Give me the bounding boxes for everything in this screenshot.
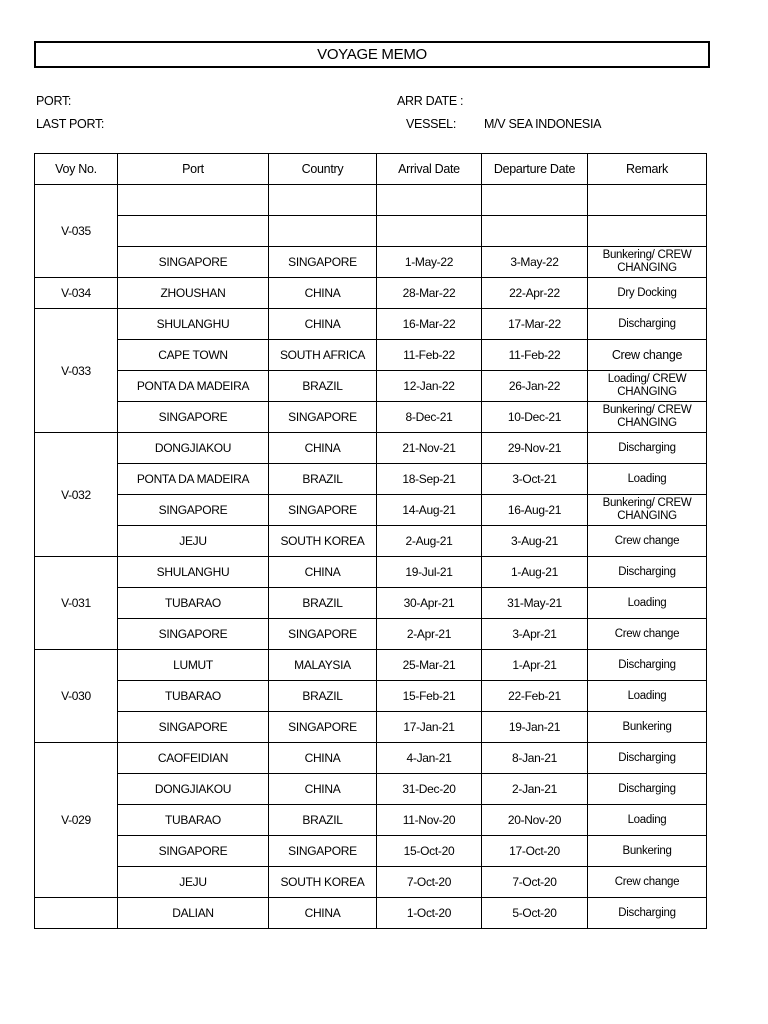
voyage-number-cell: V-034 bbox=[35, 278, 118, 309]
arrival-date-cell: 7-Oct-20 bbox=[377, 867, 482, 898]
port-cell: TUBARAO bbox=[118, 805, 269, 836]
column-header-voy: Voy No. bbox=[35, 154, 118, 185]
port-cell: SINGAPORE bbox=[118, 495, 269, 526]
arrival-date-cell: 21-Nov-21 bbox=[377, 433, 482, 464]
table-row bbox=[35, 340, 707, 371]
arrival-date-cell: 8-Dec-21 bbox=[377, 402, 482, 433]
departure-date-cell: 31-May-21 bbox=[482, 588, 588, 619]
arrival-date-cell: 2-Apr-21 bbox=[377, 619, 482, 650]
departure-date-cell: 17-Oct-20 bbox=[482, 836, 588, 867]
arrival-date-cell: 15-Oct-20 bbox=[377, 836, 482, 867]
remark-cell: Loading bbox=[588, 681, 707, 712]
arrival-date-cell: 4-Jan-21 bbox=[377, 743, 482, 774]
arrival-date-cell: 18-Sep-21 bbox=[377, 464, 482, 495]
departure-date-cell: 3-Apr-21 bbox=[482, 619, 588, 650]
departure-date-cell bbox=[482, 185, 588, 216]
remark-cell: Loading bbox=[588, 464, 707, 495]
voyage-table bbox=[34, 153, 707, 929]
remark-cell: Bunkering bbox=[588, 836, 707, 867]
port-cell: SINGAPORE bbox=[118, 402, 269, 433]
port-cell: TUBARAO bbox=[118, 681, 269, 712]
country-cell: SINGAPORE bbox=[269, 402, 377, 433]
country-cell: CHINA bbox=[269, 743, 377, 774]
departure-date-cell: 11-Feb-22 bbox=[482, 340, 588, 371]
remark-cell: Bunkering bbox=[588, 712, 707, 743]
table-row bbox=[35, 557, 707, 588]
remark-cell bbox=[588, 185, 707, 216]
country-cell: SINGAPORE bbox=[269, 619, 377, 650]
port-cell: PONTA DA MADEIRA bbox=[118, 371, 269, 402]
country-cell: BRAZIL bbox=[269, 464, 377, 495]
table-row bbox=[35, 588, 707, 619]
country-cell: CHINA bbox=[269, 774, 377, 805]
port-cell: DALIAN bbox=[118, 898, 269, 929]
country-cell: BRAZIL bbox=[269, 805, 377, 836]
country-cell bbox=[269, 185, 377, 216]
country-cell: CHINA bbox=[269, 557, 377, 588]
voyage-number-cell bbox=[35, 898, 118, 929]
arrival-date-cell: 28-Mar-22 bbox=[377, 278, 482, 309]
country-cell: BRAZIL bbox=[269, 681, 377, 712]
country-cell: BRAZIL bbox=[269, 588, 377, 619]
port-cell: SINGAPORE bbox=[118, 247, 269, 278]
country-cell: SINGAPORE bbox=[269, 712, 377, 743]
table-row bbox=[35, 371, 707, 402]
remark-cell: Crew change bbox=[588, 340, 707, 371]
column-header-remark: Remark bbox=[588, 154, 707, 185]
departure-date-cell: 7-Oct-20 bbox=[482, 867, 588, 898]
table-row bbox=[35, 774, 707, 805]
country-cell: BRAZIL bbox=[269, 371, 377, 402]
port-cell: CAOFEIDIAN bbox=[118, 743, 269, 774]
voyage-number-cell: V-032 bbox=[35, 433, 118, 557]
table-row bbox=[35, 433, 707, 464]
vessel-label: VESSEL: bbox=[406, 117, 457, 131]
remark-cell: Discharging bbox=[588, 743, 707, 774]
remark-cell: Loading/ CREW CHANGING bbox=[588, 371, 707, 402]
remark-cell: Bunkering/ CREW CHANGING bbox=[588, 402, 707, 433]
country-cell: SINGAPORE bbox=[269, 495, 377, 526]
port-cell: JEJU bbox=[118, 867, 269, 898]
table-header-row bbox=[35, 154, 707, 185]
country-cell: SINGAPORE bbox=[269, 247, 377, 278]
departure-date-cell: 2-Jan-21 bbox=[482, 774, 588, 805]
country-cell: SOUTH KOREA bbox=[269, 526, 377, 557]
table-row bbox=[35, 278, 707, 309]
column-header-country: Country bbox=[269, 154, 377, 185]
country-cell: CHINA bbox=[269, 309, 377, 340]
arrival-date-cell bbox=[377, 185, 482, 216]
port-cell: PONTA DA MADEIRA bbox=[118, 464, 269, 495]
remark-cell: Discharging bbox=[588, 898, 707, 929]
arrival-date-cell: 2-Aug-21 bbox=[377, 526, 482, 557]
port-label: PORT: bbox=[36, 94, 72, 108]
voyage-number-cell: V-030 bbox=[35, 650, 118, 743]
table-row bbox=[35, 309, 707, 340]
table-row bbox=[35, 526, 707, 557]
arrival-date-cell: 14-Aug-21 bbox=[377, 495, 482, 526]
departure-date-cell: 5-Oct-20 bbox=[482, 898, 588, 929]
departure-date-cell: 10-Dec-21 bbox=[482, 402, 588, 433]
port-cell: DONGJIAKOU bbox=[118, 433, 269, 464]
table-row bbox=[35, 712, 707, 743]
departure-date-cell: 22-Apr-22 bbox=[482, 278, 588, 309]
departure-date-cell: 20-Nov-20 bbox=[482, 805, 588, 836]
country-cell: MALAYSIA bbox=[269, 650, 377, 681]
arrival-date-cell: 25-Mar-21 bbox=[377, 650, 482, 681]
country-cell: SOUTH AFRICA bbox=[269, 340, 377, 371]
table-row bbox=[35, 402, 707, 433]
departure-date-cell: 16-Aug-21 bbox=[482, 495, 588, 526]
remark-cell: Crew change bbox=[588, 526, 707, 557]
last-port-label: LAST PORT: bbox=[36, 117, 105, 131]
departure-date-cell: 1-Aug-21 bbox=[482, 557, 588, 588]
arrival-date-cell: 31-Dec-20 bbox=[377, 774, 482, 805]
departure-date-cell: 3-Aug-21 bbox=[482, 526, 588, 557]
port-cell: JEJU bbox=[118, 526, 269, 557]
arrival-date-cell: 30-Apr-21 bbox=[377, 588, 482, 619]
remark-cell: Discharging bbox=[588, 774, 707, 805]
remark-cell: Crew change bbox=[588, 867, 707, 898]
arrival-date-cell: 15-Feb-21 bbox=[377, 681, 482, 712]
arrival-date-cell: 1-May-22 bbox=[377, 247, 482, 278]
remark-cell: Bunkering/ CREW CHANGING bbox=[588, 247, 707, 278]
voyage-table-body bbox=[35, 185, 707, 929]
country-cell: CHINA bbox=[269, 898, 377, 929]
departure-date-cell: 3-May-22 bbox=[482, 247, 588, 278]
arrival-date-cell: 12-Jan-22 bbox=[377, 371, 482, 402]
voyage-number-cell: V-029 bbox=[35, 743, 118, 898]
departure-date-cell: 22-Feb-21 bbox=[482, 681, 588, 712]
remark-cell: Crew change bbox=[588, 619, 707, 650]
table-row bbox=[35, 805, 707, 836]
arrival-date-cell: 11-Nov-20 bbox=[377, 805, 482, 836]
country-cell: CHINA bbox=[269, 278, 377, 309]
country-cell bbox=[269, 216, 377, 247]
departure-date-cell bbox=[482, 216, 588, 247]
table-row bbox=[35, 247, 707, 278]
voyage-number-cell: V-031 bbox=[35, 557, 118, 650]
departure-date-cell: 8-Jan-21 bbox=[482, 743, 588, 774]
column-header-arrival: Arrival Date bbox=[377, 154, 482, 185]
port-cell: ZHOUSHAN bbox=[118, 278, 269, 309]
arrival-date-cell bbox=[377, 216, 482, 247]
remark-cell: Discharging bbox=[588, 650, 707, 681]
departure-date-cell: 29-Nov-21 bbox=[482, 433, 588, 464]
arrival-date-cell: 11-Feb-22 bbox=[377, 340, 482, 371]
table-row bbox=[35, 898, 707, 929]
arrival-date-cell: 16-Mar-22 bbox=[377, 309, 482, 340]
departure-date-cell: 17-Mar-22 bbox=[482, 309, 588, 340]
port-cell: SINGAPORE bbox=[118, 836, 269, 867]
remark-cell: Loading bbox=[588, 805, 707, 836]
remark-cell: Discharging bbox=[588, 433, 707, 464]
port-cell: SINGAPORE bbox=[118, 712, 269, 743]
departure-date-cell: 3-Oct-21 bbox=[482, 464, 588, 495]
table-row bbox=[35, 836, 707, 867]
port-cell: TUBARAO bbox=[118, 588, 269, 619]
table-row bbox=[35, 216, 707, 247]
table-row bbox=[35, 495, 707, 526]
arrival-date-cell: 17-Jan-21 bbox=[377, 712, 482, 743]
country-cell: SOUTH KOREA bbox=[269, 867, 377, 898]
table-row bbox=[35, 185, 707, 216]
remark-cell: Dry Docking bbox=[588, 278, 707, 309]
departure-date-cell: 1-Apr-21 bbox=[482, 650, 588, 681]
column-header-port: Port bbox=[118, 154, 269, 185]
departure-date-cell: 26-Jan-22 bbox=[482, 371, 588, 402]
port-cell bbox=[118, 185, 269, 216]
remark-cell: Loading bbox=[588, 588, 707, 619]
table-row bbox=[35, 464, 707, 495]
table-row bbox=[35, 650, 707, 681]
arr-date-label: ARR DATE : bbox=[397, 94, 464, 108]
remark-cell bbox=[588, 216, 707, 247]
port-cell: CAPE TOWN bbox=[118, 340, 269, 371]
port-cell: LUMUT bbox=[118, 650, 269, 681]
port-cell: SINGAPORE bbox=[118, 619, 269, 650]
vessel-name: M/V SEA INDONESIA bbox=[484, 117, 602, 131]
port-cell: SHULANGHU bbox=[118, 309, 269, 340]
voyage-number-cell: V-033 bbox=[35, 309, 118, 433]
arrival-date-cell: 19-Jul-21 bbox=[377, 557, 482, 588]
country-cell: SINGAPORE bbox=[269, 836, 377, 867]
port-cell: SHULANGHU bbox=[118, 557, 269, 588]
port-cell: DONGJIAKOU bbox=[118, 774, 269, 805]
document-title: VOYAGE MEMO bbox=[34, 41, 710, 68]
table-row bbox=[35, 681, 707, 712]
arrival-date-cell: 1-Oct-20 bbox=[377, 898, 482, 929]
remark-cell: Discharging bbox=[588, 557, 707, 588]
voyage-number-cell: V-035 bbox=[35, 185, 118, 278]
remark-cell: Discharging bbox=[588, 309, 707, 340]
table-row bbox=[35, 867, 707, 898]
port-cell bbox=[118, 216, 269, 247]
departure-date-cell: 19-Jan-21 bbox=[482, 712, 588, 743]
column-header-departure: Departure Date bbox=[482, 154, 588, 185]
remark-cell: Bunkering/ CREW CHANGING bbox=[588, 495, 707, 526]
table-row bbox=[35, 743, 707, 774]
table-row bbox=[35, 619, 707, 650]
country-cell: CHINA bbox=[269, 433, 377, 464]
